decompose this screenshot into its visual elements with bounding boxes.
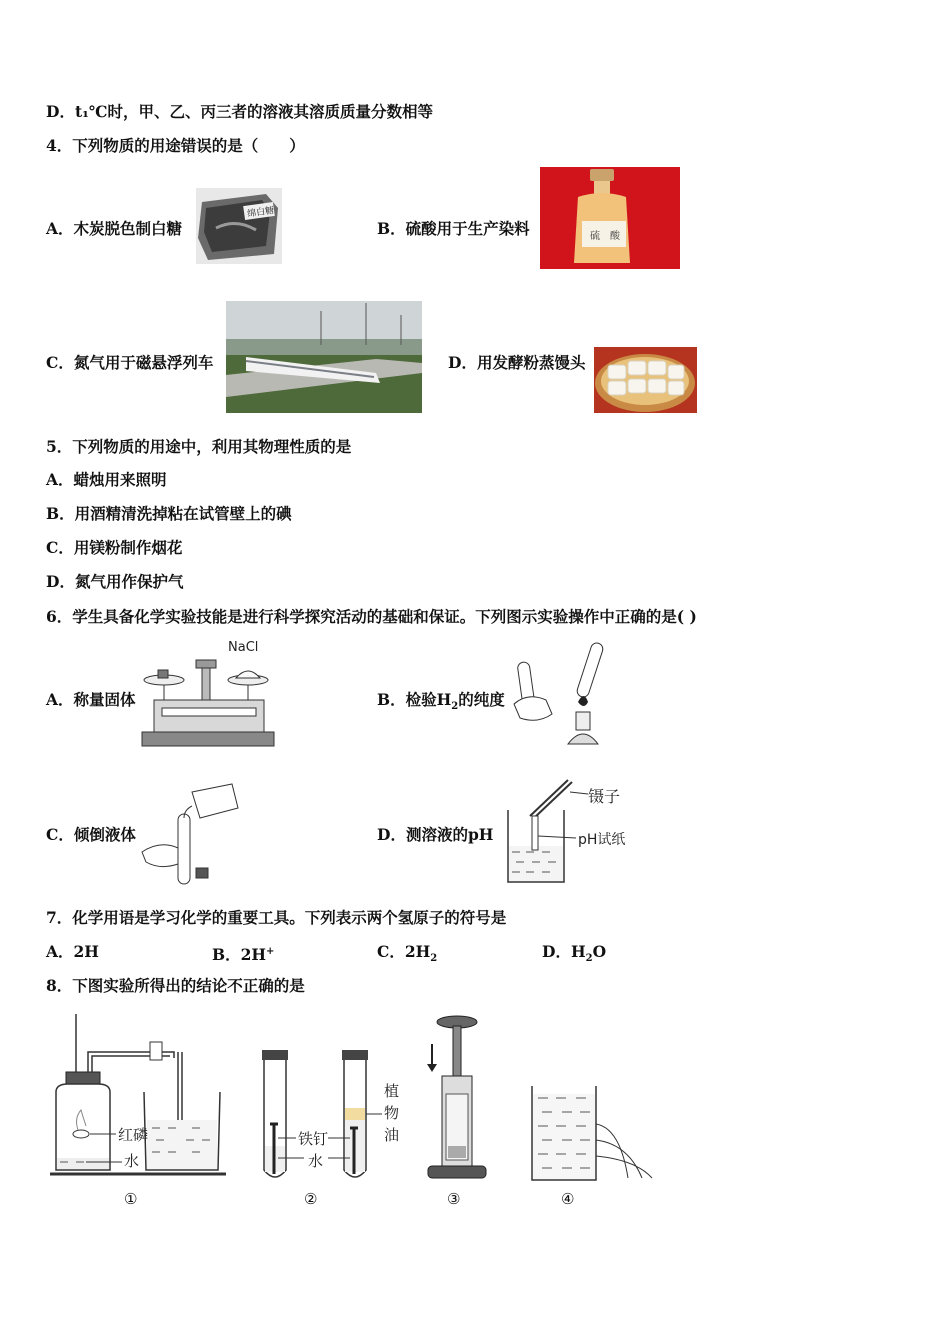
- q5-stem: 5．下列物质的用途中，利用其物理性质的是: [46, 437, 352, 456]
- tweezers-label: 镊子: [588, 787, 621, 806]
- hydrogen-purity-test-figure: [512, 640, 608, 750]
- q7-option-c: C．$2H_2$: [377, 942, 438, 965]
- ph-paper-label: pH试纸: [578, 832, 626, 848]
- ph-test-figure: [498, 776, 634, 886]
- q6-option-b: B．检验$H_2$的纯度: [377, 690, 505, 713]
- sulfuric-acid-bottle-image: [540, 167, 680, 269]
- q5-option-d: D．氮气用作保护气: [46, 572, 184, 591]
- water-label-2: 水: [308, 1152, 324, 1170]
- water-label-1: 水: [124, 1152, 140, 1170]
- oil-label-char-3: 油: [384, 1126, 400, 1144]
- experiment-4-figure: [524, 1084, 656, 1184]
- q6-option-a: A．称量固体: [46, 690, 136, 709]
- steamed-buns-image: [594, 347, 697, 413]
- iron-nail-label: 铁钉: [298, 1130, 329, 1148]
- q8-stem: 8．下图实验所得出的结论不正确的是: [46, 976, 305, 995]
- q7-option-a: A．2H: [46, 942, 99, 961]
- caption-1: ①: [124, 1190, 138, 1208]
- q4-option-d: D．用发酵粉蒸馒头: [448, 353, 586, 372]
- q4-option-c: C．氮气用于磁悬浮列车: [46, 353, 214, 372]
- q6-option-c: C．倾倒液体: [46, 825, 136, 844]
- q4-stem: 4．下列物质的用途错误的是（ ）: [46, 136, 305, 155]
- caption-3: ③: [447, 1190, 461, 1208]
- caption-2: ②: [304, 1190, 318, 1208]
- experiment-2-figure: [258, 1046, 408, 1184]
- q6-option-d: D．测溶液的pH: [377, 825, 494, 844]
- q4-option-a: A．木炭脱色制白糖: [46, 219, 183, 238]
- sugar-bag-label: 绵白糖: [246, 205, 275, 220]
- pouring-liquid-figure: [140, 782, 240, 886]
- experiment-1-figure: [46, 1012, 236, 1182]
- q6-stem: 6．学生具备化学实验技能是进行科学探究活动的基础和保证。下列图示实验操作中正确的是( ): [46, 607, 697, 626]
- caption-4: ④: [561, 1190, 575, 1208]
- nacl-label: NaCl: [228, 640, 259, 655]
- acid-bottle-label: 硫 酸: [590, 231, 620, 242]
- oil-label-char-1: 植: [384, 1082, 400, 1100]
- oil-label-char-2: 物: [384, 1104, 400, 1122]
- q5-option-c: C．用镁粉制作烟花: [46, 538, 183, 557]
- balance-scale-figure: [140, 636, 276, 748]
- q7-option-d: D．$H_2O$: [542, 942, 607, 965]
- sugar-bag-image: [196, 188, 282, 264]
- q5-option-b: B．用酒精清洗掉粘在试管壁上的碘: [46, 504, 292, 523]
- q5-option-a: A．蜡烛用来照明: [46, 470, 167, 489]
- red-phosphorus-label: 红磷: [118, 1126, 149, 1144]
- q4-option-b: B．硫酸用于生产染料: [377, 219, 530, 238]
- experiment-3-figure: [424, 1014, 490, 1184]
- q7-option-b: B．2H+: [212, 945, 275, 965]
- q7-stem: 7．化学用语是学习化学的重要工具。下列表示两个氢原子的符号是: [46, 908, 507, 927]
- maglev-train-image: [226, 301, 422, 413]
- q3-option-d: D．t₁℃时，甲、乙、丙三者的溶液其溶质质量分数相等: [46, 102, 433, 121]
